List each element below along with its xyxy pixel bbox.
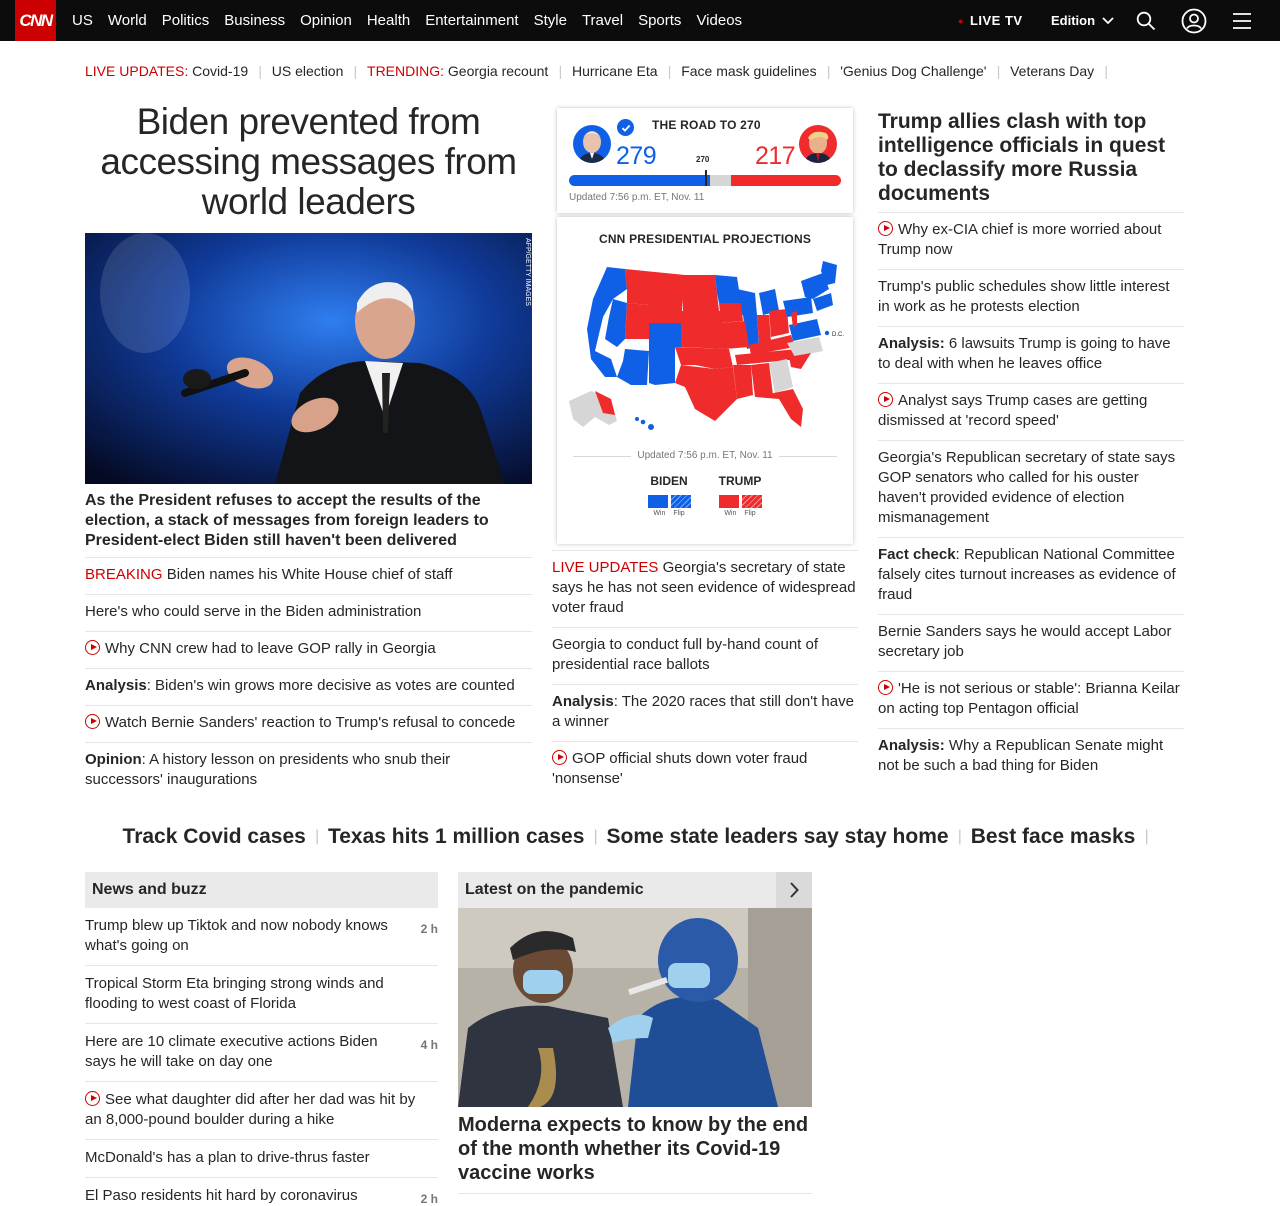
separator: | xyxy=(1144,828,1149,845)
presidential-projections-widget[interactable] xyxy=(557,217,853,544)
projections-title: CNN PRESIDENTIAL PROJECTIONS xyxy=(598,232,812,246)
trump-flip-swatch xyxy=(742,495,762,508)
list-item[interactable] xyxy=(552,684,858,741)
nav-link-us[interactable]: US xyxy=(72,12,93,29)
list-item[interactable] xyxy=(878,537,1184,614)
list-item-text: Tropical Storm Eta bringing strong winds and flooding to west coast of Florida xyxy=(85,975,384,1012)
separator: | xyxy=(957,828,962,845)
list-item[interactable] xyxy=(878,614,1184,671)
chevron-right-icon[interactable] xyxy=(776,872,812,908)
play-icon xyxy=(85,640,100,655)
list-item-text: : Republican National Committee falsely cites turnout increases as evidence of fraud xyxy=(878,546,1176,603)
list-item[interactable] xyxy=(85,1139,438,1177)
road-to-270-widget[interactable] xyxy=(557,108,853,213)
biden-avatar xyxy=(573,125,611,163)
timestamp: 4 h xyxy=(420,1038,438,1052)
play-icon xyxy=(878,221,893,236)
timestamp: 2 h xyxy=(420,922,438,936)
middle-story-list xyxy=(552,550,858,798)
news-and-buzz-header[interactable] xyxy=(85,872,438,908)
analysis-label: Analysis: xyxy=(878,737,945,754)
breaking-label: BREAKING xyxy=(85,566,163,583)
pandemic-header[interactable] xyxy=(458,872,812,908)
trend-veterans-day-link[interactable]: Veterans Day xyxy=(1010,63,1095,79)
nav-links xyxy=(72,0,757,41)
list-item[interactable] xyxy=(85,1081,438,1139)
play-icon xyxy=(85,1091,100,1106)
nav-link-world[interactable]: World xyxy=(107,12,147,29)
list-item[interactable] xyxy=(85,1023,438,1081)
image-credit: AFP/GETTY IMAGES xyxy=(524,238,531,306)
list-item-text: Trump's public schedules show little interest in work as he protests election xyxy=(878,278,1170,315)
list-item[interactable] xyxy=(85,1177,438,1206)
separator: | xyxy=(353,63,358,79)
trend-georgia-recount-link[interactable]: Georgia recount xyxy=(447,63,549,79)
list-item-text: : Biden's win grows more decisive as votes are counted xyxy=(146,677,515,694)
banner-link-stay-home[interactable]: Some state leaders say stay home xyxy=(606,825,949,848)
list-item-text: 'He is not serious or stable': Brianna Keilar on acting top Pentagon official xyxy=(878,680,1180,717)
trend-covid-link[interactable]: Covid-19 xyxy=(192,63,249,79)
nav-link-politics[interactable]: Politics xyxy=(161,12,210,29)
win-label: Win xyxy=(653,510,666,517)
pandemic-caption[interactable]: Moderna expects to know by the end of the month whether its Covid-19 vaccine works xyxy=(458,1114,809,1184)
list-item[interactable] xyxy=(85,557,532,594)
timestamp: 2 h xyxy=(420,1192,438,1206)
list-item[interactable] xyxy=(878,383,1184,440)
edition-label: Edition xyxy=(1051,13,1096,28)
undecided-bar-segment xyxy=(710,175,731,186)
pandemic-image[interactable] xyxy=(458,908,812,1107)
account-icon[interactable] xyxy=(1181,8,1207,34)
nav-link-style[interactable]: Style xyxy=(533,12,567,29)
play-icon xyxy=(878,392,893,407)
trump-legend-label: TRUMP xyxy=(718,474,762,488)
banner-link-track-covid[interactable]: Track Covid cases xyxy=(122,825,306,848)
list-item[interactable] xyxy=(878,671,1184,728)
biden-electoral-votes: 279 xyxy=(616,142,657,170)
lead-hero-image[interactable] xyxy=(85,233,532,484)
banner-link-face-masks[interactable]: Best face masks xyxy=(970,825,1136,848)
menu-icon[interactable] xyxy=(1229,8,1255,34)
divider xyxy=(458,1193,812,1194)
list-item[interactable] xyxy=(552,627,858,684)
list-item[interactable] xyxy=(85,705,532,742)
winner-check-icon xyxy=(617,119,634,136)
list-item-text: Georgia's Republican secretary of state says GOP senators who called for his ouster haven't provided evidence of election mismanagement xyxy=(878,449,1176,526)
trump-win-swatch xyxy=(719,495,739,508)
separator: | xyxy=(258,63,262,79)
biden-bar-segment xyxy=(569,175,710,186)
live-tv-button[interactable] xyxy=(958,0,1023,41)
trend-genius-dog-link[interactable]: 'Genius Dog Challenge' xyxy=(840,63,987,79)
list-item[interactable] xyxy=(85,742,532,799)
analysis-label: Analysis: xyxy=(878,335,945,352)
trend-face-mask-link[interactable]: Face mask guidelines xyxy=(681,63,817,79)
lead-story-list xyxy=(85,557,532,799)
list-item[interactable] xyxy=(85,908,438,965)
biden-legend xyxy=(639,474,699,517)
list-item-text: Georgia's secretary of state says he has not seen evidence of widespread voter fraud xyxy=(552,559,856,616)
projections-updated-time: Updated 7:56 p.m. ET, Nov. 11 xyxy=(573,450,837,461)
top-nav xyxy=(0,0,1280,41)
opinion-label: Opinion xyxy=(85,751,142,768)
list-item-text: Trump blew up Tiktok and now nobody knows what's going on xyxy=(85,917,388,954)
biden-flip-swatch xyxy=(671,495,691,508)
separator: | xyxy=(1104,63,1108,79)
nav-link-entertainment[interactable]: Entertainment xyxy=(425,12,519,29)
list-item-text: Georgia to conduct full by-hand count of presidential race ballots xyxy=(552,636,819,673)
road-title: THE ROAD TO 270 xyxy=(652,118,761,132)
list-item[interactable] xyxy=(85,594,532,631)
us-election-map[interactable] xyxy=(565,259,847,439)
lead-caption[interactable]: As the President refuses to accept the results of the election, a stack of messages from foreign leaders to President-elect Biden still haven't been delivered xyxy=(85,492,489,549)
right-headline[interactable]: Trump allies clash with top intelligence officials in quest to declassify more Russia documents xyxy=(878,110,1166,205)
cnn-logo[interactable]: CNN xyxy=(15,0,56,41)
right-story-list xyxy=(878,212,1184,785)
list-item[interactable] xyxy=(85,668,532,705)
nav-link-business[interactable]: Business xyxy=(224,12,286,29)
list-item[interactable] xyxy=(552,741,858,798)
separator: | xyxy=(667,63,672,79)
nav-link-videos[interactable]: Videos xyxy=(696,12,743,29)
list-item-text: See what daughter did after her dad was hit by an 8,000-pound boulder during a hike xyxy=(85,1091,416,1128)
list-item-text: Why a Republican Senate might not be such a bad thing for Biden xyxy=(878,737,1164,774)
threshold-label: 270 xyxy=(696,155,710,164)
list-item[interactable] xyxy=(878,212,1184,269)
fact-check-label: Fact check xyxy=(878,546,956,563)
trump-avatar xyxy=(799,125,837,163)
live-dot-icon: ● xyxy=(958,15,964,26)
list-item-text: Analyst says Trump cases are getting dismissed at 'record speed' xyxy=(878,392,1148,429)
separator: | xyxy=(314,828,319,845)
live-updates-label: LIVE UPDATES xyxy=(552,559,659,576)
list-item-text: : A history lesson on presidents who snub their successors' inaugurations xyxy=(85,751,451,788)
search-icon[interactable] xyxy=(1133,8,1159,34)
threshold-marker xyxy=(705,170,707,186)
nav-link-travel[interactable]: Travel xyxy=(581,12,624,29)
news-and-buzz-title: News and buzz xyxy=(92,881,207,898)
live-updates-label: LIVE UPDATES: xyxy=(85,63,189,79)
road-updated-time: Updated 7:56 p.m. ET, Nov. 11 xyxy=(569,192,705,203)
pandemic-title: Latest on the pandemic xyxy=(465,881,644,898)
list-item[interactable] xyxy=(85,965,438,1023)
list-item-text: Here's who could serve in the Biden administration xyxy=(85,603,422,620)
trending-label: TRENDING: xyxy=(367,63,445,79)
list-item-text: El Paso residents hit hard by coronavirus xyxy=(85,1187,358,1204)
list-item[interactable] xyxy=(878,326,1184,383)
list-item[interactable] xyxy=(878,728,1184,785)
dc-label: D.C. xyxy=(832,332,844,338)
list-item[interactable] xyxy=(878,269,1184,326)
list-item[interactable] xyxy=(85,631,532,668)
play-icon xyxy=(85,714,100,729)
list-item-text: Here are 10 climate executive actions Biden says he will take on day one xyxy=(85,1033,378,1070)
nav-link-health[interactable]: Health xyxy=(366,12,411,29)
list-item-text: 6 lawsuits Trump is going to have to deal with when he leaves office xyxy=(878,335,1171,372)
list-item-text: GOP official shuts down voter fraud 'nonsense' xyxy=(552,750,808,787)
trending-bar xyxy=(85,60,1118,82)
biden-win-swatch xyxy=(648,495,668,508)
biden-legend-label: BIDEN xyxy=(650,474,688,488)
trump-electoral-votes: 217 xyxy=(755,142,796,170)
win-label: Win xyxy=(724,510,737,517)
list-item[interactable] xyxy=(878,440,1184,537)
news-and-buzz-list xyxy=(85,908,438,1206)
flip-label: Flip xyxy=(673,510,685,517)
list-item-text: Why CNN crew had to leave GOP rally in Georgia xyxy=(105,640,436,657)
separator: | xyxy=(826,63,831,79)
play-icon xyxy=(878,680,893,695)
separator: | xyxy=(558,63,562,79)
banner-link-texas[interactable]: Texas hits 1 million cases xyxy=(327,825,585,848)
list-item[interactable] xyxy=(552,550,858,627)
list-item-text: McDonald's has a plan to drive-thrus faster xyxy=(85,1149,370,1166)
trend-us-election-link[interactable]: US election xyxy=(271,63,344,79)
nav-link-sports[interactable]: Sports xyxy=(638,12,682,29)
analysis-label: Analysis xyxy=(85,677,147,694)
play-icon xyxy=(552,750,567,765)
separator: | xyxy=(996,63,1001,79)
list-item-text: Bernie Sanders says he would accept Labor secretary job xyxy=(878,623,1172,660)
list-item-text: : The 2020 races that still don't have a winner xyxy=(552,693,854,730)
trump-bar-segment xyxy=(731,175,841,186)
nav-link-opinion[interactable]: Opinion xyxy=(300,12,352,29)
analysis-label: Analysis xyxy=(552,693,614,710)
flip-label: Flip xyxy=(744,510,756,517)
edition-dropdown[interactable] xyxy=(1051,0,1114,41)
list-item-text: Watch Bernie Sanders' reaction to Trump's refusal to concede xyxy=(105,714,516,731)
trend-hurricane-link[interactable]: Hurricane Eta xyxy=(571,63,658,79)
trump-legend xyxy=(710,474,770,517)
chevron-down-icon xyxy=(1102,17,1114,25)
live-tv-label: LIVE TV xyxy=(969,13,1023,28)
covid-headline-banner xyxy=(0,822,1280,852)
list-item-text: Why ex-CIA chief is more worried about Trump now xyxy=(878,221,1162,258)
separator: | xyxy=(593,828,598,845)
lead-headline[interactable]: Biden prevented from accessing messages from world leaders xyxy=(100,101,517,222)
list-item-text: Biden names his White House chief of staff xyxy=(162,566,453,583)
